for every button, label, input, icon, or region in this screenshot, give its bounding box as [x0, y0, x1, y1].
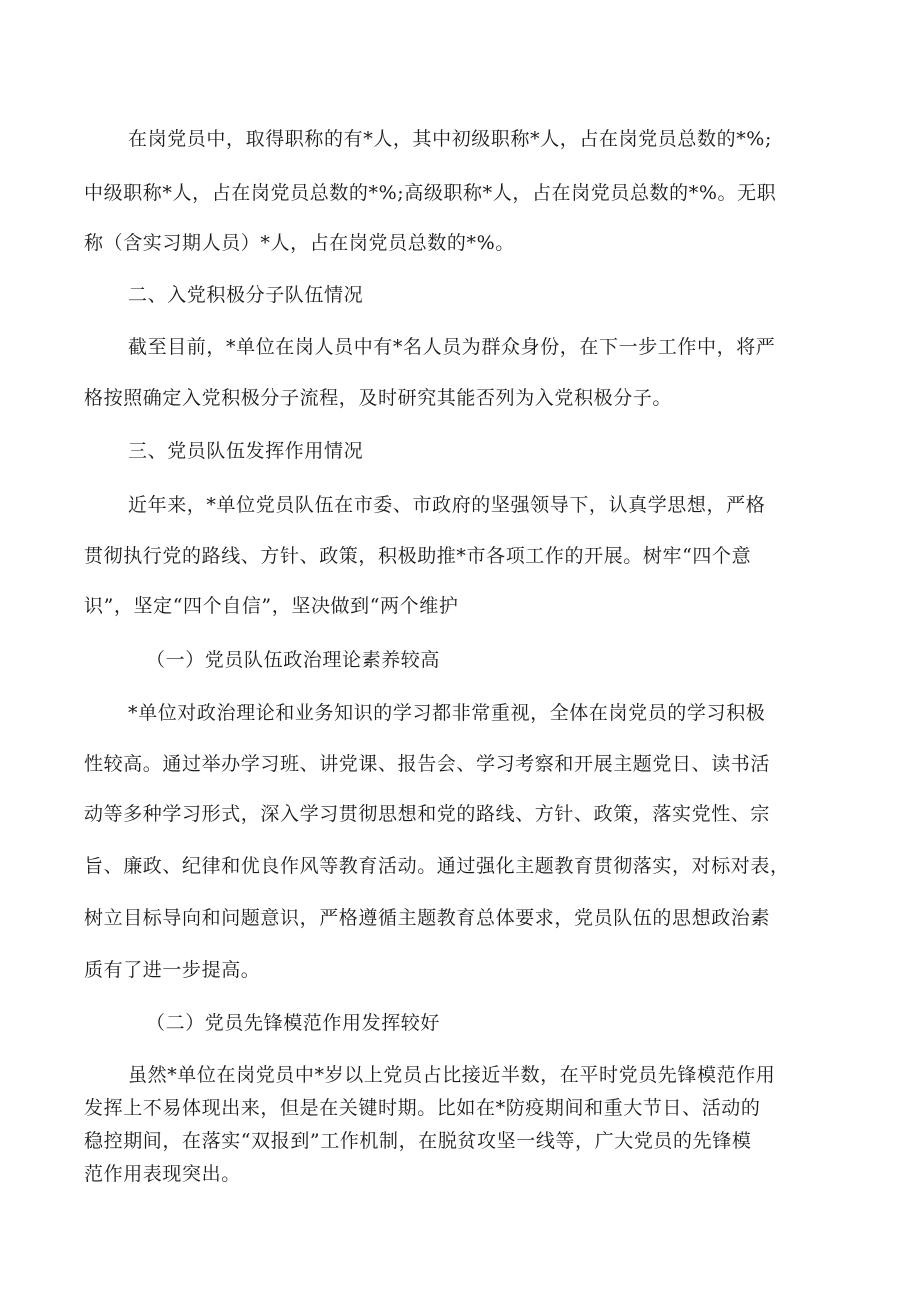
paragraph-3-line-3: 识”，坚定“四个自信”，坚决做到“两个维护 [84, 595, 459, 617]
section-heading-3: 三、党员队伍发挥作用情况 [128, 440, 364, 462]
paragraph-3-line-2: 贯彻执行党的路线、方针、政策，积极助推*市各项工作的开展。树牢“四个意 [84, 545, 752, 567]
paragraph-5-line-1: 虽然*单位在岗党员中*岁以上党员占比接近半数，在平时党员先锋模范作用 [128, 1064, 776, 1086]
paragraph-1-line-3: 称（含实习期人员）*人，占在岗党员总数的*%。 [84, 232, 515, 254]
paragraph-4-line-5: 树立目标导向和问题意识，严格遵循主题教育总体要求，党员队伍的思想政治素 [84, 907, 771, 929]
paragraph-1-line-2: 中级职称*人，占在岗党员总数的*%;高级职称*人，占在岗党员总数的*%。无职 [84, 182, 777, 204]
paragraph-4-line-4: 旨、廉政、纪律和优良作风等教育活动。通过强化主题教育贯彻落实，对标对表， [84, 855, 790, 877]
paragraph-2-line-2: 格按照确定入党积极分子流程，及时研究其能否列为入党积极分子。 [84, 387, 673, 409]
paragraph-4-line-2: 性较高。通过举办学习班、讲党课、报告会、学习考察和开展主题党日、读书活 [84, 753, 771, 775]
section-heading-2: 二、入党积极分子队伍情况 [128, 284, 364, 306]
paragraph-4-line-3: 动等多种学习形式，深入学习贯彻思想和党的路线、方针、政策，落实党性、宗 [84, 803, 771, 825]
paragraph-5-line-2: 发挥上不易体现出来，但是在关键时期。比如在*防疫期间和重大节日、活动的 [84, 1097, 761, 1119]
paragraph-5-line-4: 范作用表现突出。 [84, 1163, 241, 1185]
paragraph-3-line-1: 近年来，*单位党员队伍在市委、市政府的坚强领导下，认真学思想，严格 [128, 494, 766, 516]
paragraph-2-line-1: 截至目前，*单位在岗人员中有*名人员为群众身份，在下一步工作中，将严 [128, 336, 776, 358]
paragraph-1-line-1: 在岗党员中，取得职称的有*人，其中初级职称*人，占在岗党员总数的*%; [128, 128, 772, 150]
paragraph-4-line-1: *单位对政治理论和业务知识的学习都非常重视，全体在岗党员的学习积极 [128, 702, 766, 724]
subsection-heading-1: （一）党员队伍政治理论素养较高 [146, 649, 441, 671]
subsection-heading-2: （二）党员先锋模范作用发挥较好 [146, 1012, 441, 1034]
paragraph-4-line-6: 质有了进一步提高。 [84, 959, 261, 981]
paragraph-5-line-3: 稳控期间，在落实“双报到”工作机制，在脱贫攻坚一线等，广大党员的先锋模 [84, 1130, 752, 1152]
